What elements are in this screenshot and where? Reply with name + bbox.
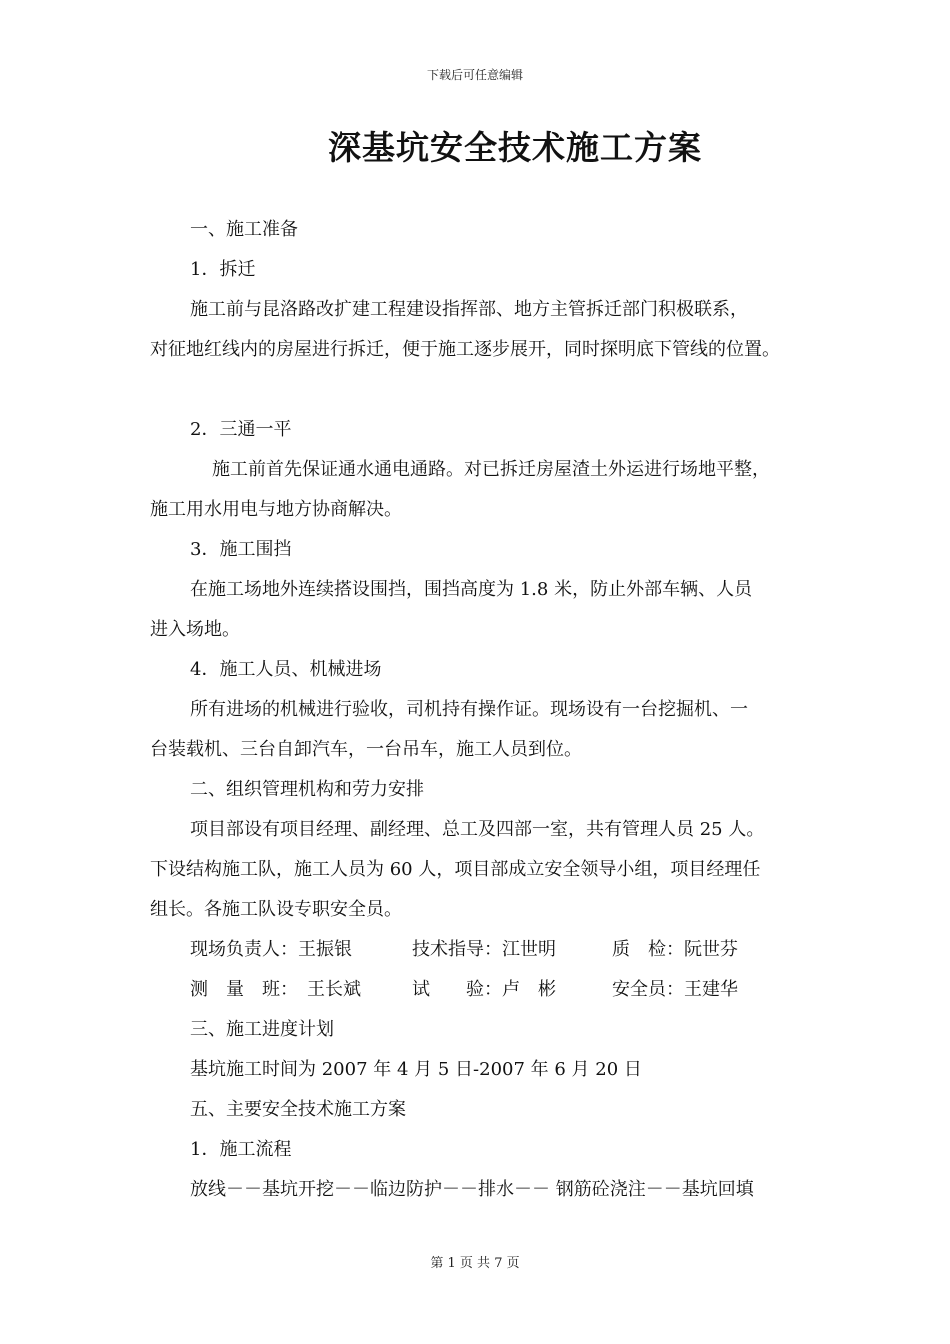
subheading-demolition: 1．拆迁 [190,259,256,280]
process-flow-line: 放线－－基坑开挖－－临边防护－－排水－－ 钢筋砼浇注－－基坑回填 [190,1179,754,1200]
staff-technical-guidance: 技术指导：江世明 [412,939,556,960]
document-title: 深基坑安全技术施工方案 [328,128,702,167]
subheading-enclosure: 3．施工围挡 [190,539,292,560]
paragraph-line: 施工前与昆洛路改扩建工程建设指挥部、地方主管拆迁部门积极联系， [190,299,748,320]
paragraph-line: 台装载机、三台自卸汽车，一台吊车，施工人员到位。 [150,739,582,760]
paragraph-line: 在施工场地外连续搭设围挡，围挡高度为 1.8 米，防止外部车辆、人员 [190,579,753,600]
section-heading-organization: 二、组织管理机构和劳力安排 [190,779,424,800]
subheading-three-links-one-level: 2．三通一平 [190,419,292,440]
paragraph-line: 施工用水用电与地方协商解决。 [150,499,402,520]
staff-survey-team: 测 量 班： 王长斌 [190,979,361,1000]
staff-quality-inspection: 质 检：阮世芬 [612,939,738,960]
subheading-process: 1．施工流程 [190,1139,292,1160]
paragraph-line: 下设结构施工队，施工人员为 60 人，项目部成立安全领导小组，项目经理任 [150,859,761,880]
section-heading-safety-plan: 五、主要安全技术施工方案 [190,1099,406,1120]
staff-safety-officer: 安全员：王建华 [612,979,738,1000]
paragraph-line: 所有进场的机械进行验收，司机持有操作证。现场设有一台挖掘机、一 [190,699,748,720]
header-note: 下载后可任意编辑 [426,68,523,82]
paragraph-line: 进入场地。 [150,619,240,640]
staff-testing: 试 验：卢 彬 [412,979,556,1000]
paragraph-line: 项目部设有项目经理、副经理、总工及四部一室，共有管理人员 25 人。 [190,819,765,840]
paragraph-line: 组长。各施工队设专职安全员。 [150,899,402,920]
paragraph-line: 对征地红线内的房屋进行拆迁，便于施工逐步展开，同时探明底下管线的位置。 [150,339,780,360]
paragraph-line: 基坑施工时间为 2007 年 4 月 5 日-2007 年 6 月 20 日 [190,1059,642,1080]
paragraph-line: 施工前首先保证通水通电通路。对已拆迁房屋渣土外运进行场地平整， [212,459,770,480]
section-heading-preparation: 一、施工准备 [190,219,298,240]
subheading-personnel-machinery: 4．施工人员、机械进场 [190,659,382,680]
page-footer: 第 1 页 共 7 页 [430,1256,520,1271]
staff-site-manager: 现场负责人：王振银 [190,939,352,960]
section-heading-schedule: 三、施工进度计划 [190,1019,334,1040]
